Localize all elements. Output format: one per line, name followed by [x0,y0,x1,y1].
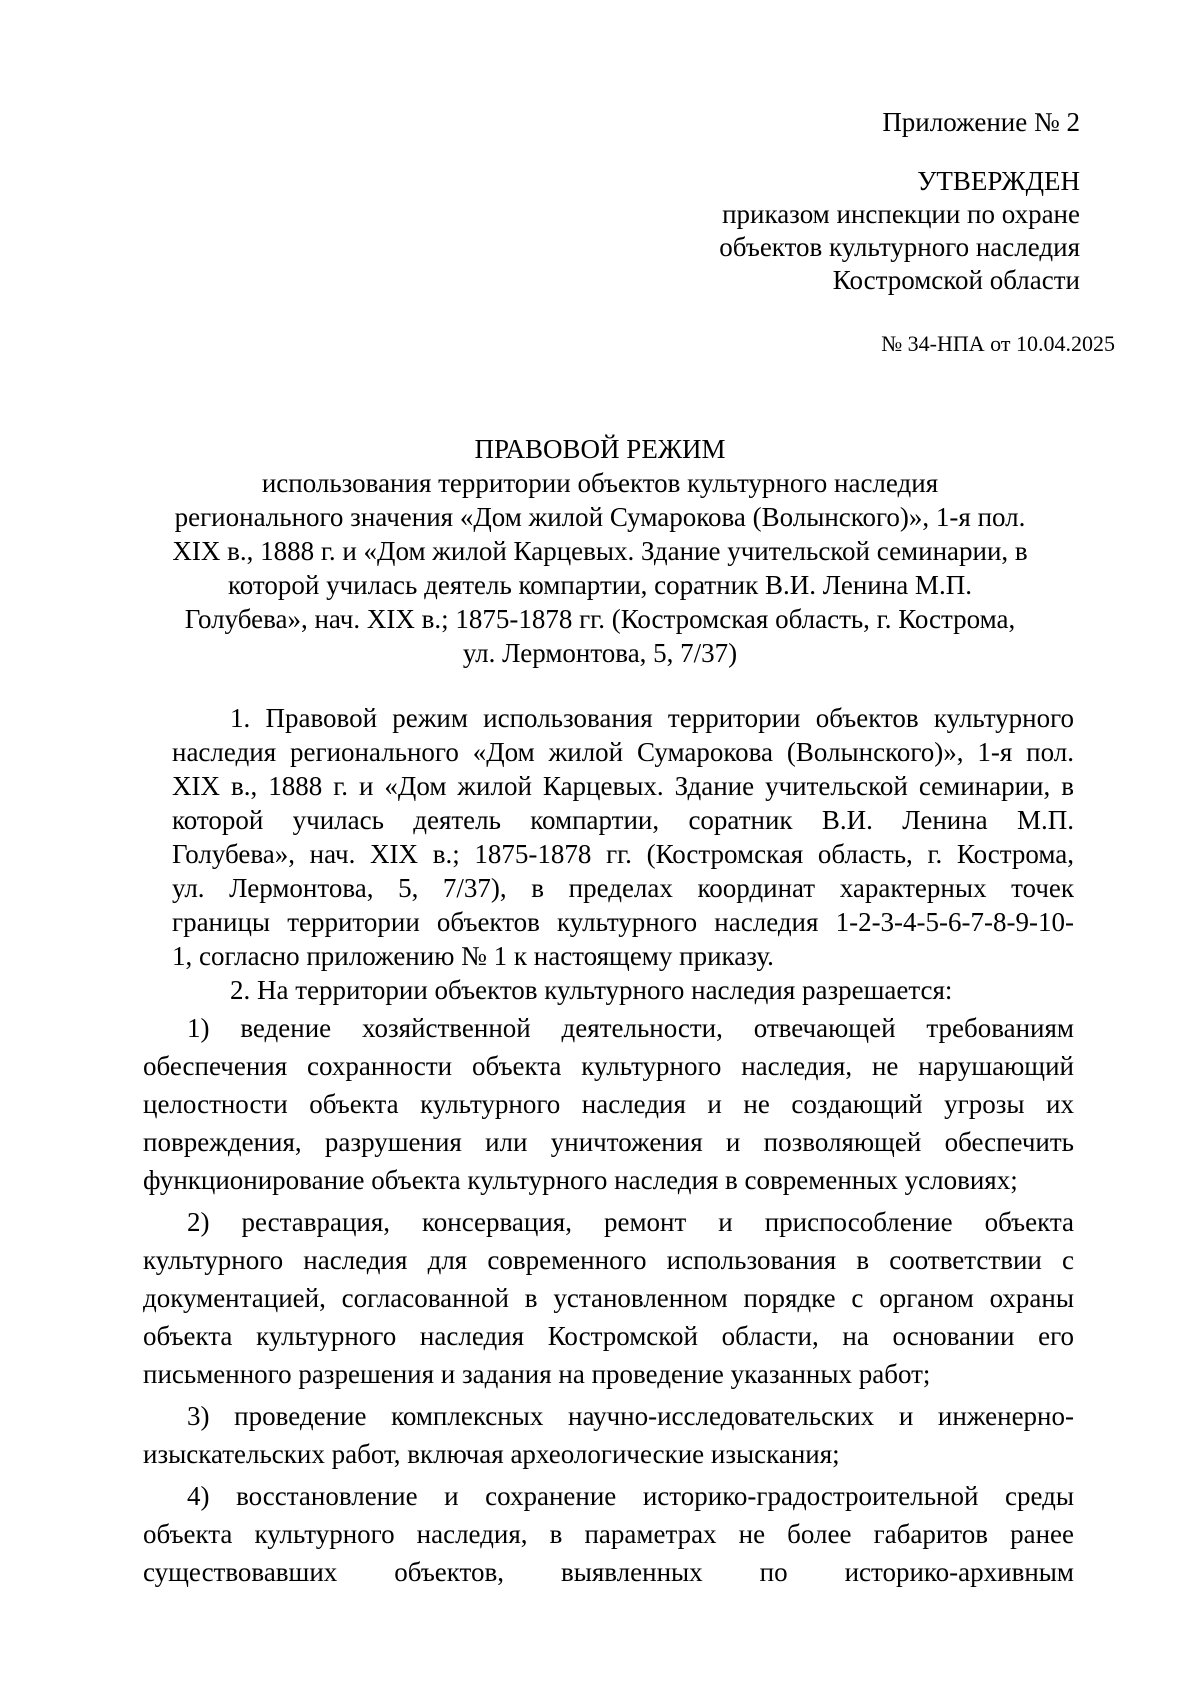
paragraph-1-line: которой училась деятель компартии, соратник В.И. Ленина М.П. [172,805,1074,835]
item-4-line: объекта культурного наследия, в параметрах не более габаритов ранее [143,1519,1074,1549]
approval-line: приказом инспекции по охране [722,199,1080,229]
approved-label: УТВЕРЖДЕН [917,166,1080,196]
order-reference: № 34-НПА от 10.04.2025 [881,331,1115,356]
paragraph-1-line: наследия регионального «Дом жилой Сумарокова (Волынского)», 1-я пол. [172,737,1074,767]
approval-line: Костромской области [832,265,1080,295]
item-2-line: объекта культурного наследия Костромской области, на основании его [143,1321,1074,1351]
title-line: использования территории объектов культурного наследия [261,468,939,498]
item-1-line: повреждения, разрушения или уничтожения и позволяющей обеспечить [143,1127,1074,1157]
item-1-line: функционирование объекта культурного наследия в современных условиях; [143,1165,1018,1195]
item-1-line: обеспечения сохранности объекта культурного наследия, не нарушающий [143,1051,1074,1081]
paragraph-1-line: 1, согласно приложению № 1 к настоящему приказу. [172,941,774,971]
title-line: ул. Лермонтова, 5, 7/37) [462,638,738,668]
paragraph-1-line: XIX в., 1888 г. и «Дом жилой Карцевых. Здание учительской семинарии, в [172,771,1074,801]
item-3-line: изыскательских работ, включая археологические изыскания; [143,1439,840,1469]
item-1-line: 1) ведение хозяйственной деятельности, отвечающей требованиям [187,1013,1074,1043]
appendix-label: Приложение № 2 [882,107,1080,137]
title-line: Голубева», нач. XIX в.; 1875-1878 гг. (Костромская область, г. Кострома, [184,604,1016,634]
title-line: которой училась деятель компартии, соратник В.И. Ленина М.П. [228,570,972,600]
item-2-line: культурного наследия для современного использования в соответствии с [143,1245,1074,1275]
item-2-line: письменного разрешения и задания на проведение указанных работ; [143,1359,931,1389]
paragraph-1-line: ул. Лермонтова, 5, 7/37), в пределах координат характерных точек [172,873,1074,903]
paragraph-1-line: 1. Правовой режим использования территории объектов культурного [230,703,1074,733]
title-line: регионального значения «Дом жилой Сумарокова (Волынского)», 1-я пол. [174,502,1026,532]
item-1-line: целостности объекта культурного наследия и не создающий угрозы их [143,1089,1074,1119]
paragraph-2: 2. На территории объектов культурного наследия разрешается: [230,975,953,1005]
title-line: XIX в., 1888 г. и «Дом жилой Карцевых. Здание учительской семинарии, в [172,536,1028,566]
item-4-line: 4) восстановление и сохранение историко-градостроительной среды [187,1481,1074,1511]
paragraph-1-line: Голубева», нач. XIX в.; 1875-1878 гг. (Костромская область, г. Кострома, [172,839,1074,869]
item-3-line: 3) проведение комплексных научно-исследовательских и инженерно- [187,1401,1074,1431]
paragraph-1-line: границы территории объектов культурного наследия 1-2-3-4-5-6-7-8-9-10- [172,907,1074,937]
item-2-line: документацией, согласованной в установленном порядке с органом охраны [143,1283,1074,1313]
item-2-line: 2) реставрация, консервация, ремонт и приспособление объекта [187,1207,1074,1237]
approval-line: объектов культурного наследия [719,232,1080,262]
item-4-line: существовавших объектов, выявленных по историко-архивным [143,1557,1074,1587]
document-title: ПРАВОВОЙ РЕЖИМ [474,434,726,464]
